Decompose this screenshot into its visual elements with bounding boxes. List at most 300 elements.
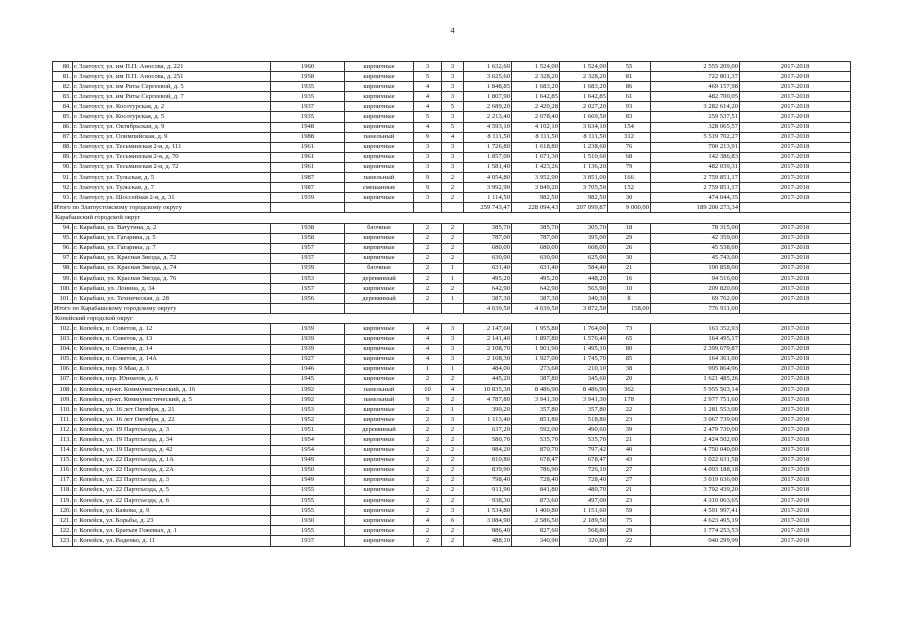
private-area-cell: 320,80 bbox=[560, 536, 608, 546]
empty-cell bbox=[414, 304, 442, 314]
address-cell: г. Копейск, п. Советов, д. 14 bbox=[73, 344, 271, 354]
cost-cell: 328 065,57 bbox=[651, 122, 740, 132]
page-number: 4 bbox=[450, 26, 455, 35]
cost-cell: 5 955 503,14 bbox=[651, 385, 740, 395]
total-label: Итого по Златоустовскому городскому округу bbox=[53, 203, 271, 213]
cost-cell: 1 774 253,53 bbox=[651, 526, 740, 536]
period-cell: 2017-2018 bbox=[740, 395, 851, 405]
period-cell: 2017-2018 bbox=[740, 415, 851, 425]
wall-material-cell: кирпичные bbox=[345, 243, 414, 253]
floors-cell: 3 bbox=[414, 162, 442, 172]
entrances-cell: 1 bbox=[442, 273, 464, 283]
address-cell: г. Копейск, ул. Бажова, д. 9 bbox=[73, 506, 271, 516]
cost-cell: 163 352,93 bbox=[651, 324, 740, 334]
residents-cell: 38 bbox=[608, 364, 651, 374]
residents-cell: 85 bbox=[608, 354, 651, 364]
period-cell: 2017-2018 bbox=[740, 233, 851, 243]
year-cell: 1954 bbox=[271, 445, 345, 455]
wall-material-cell: кирпичные bbox=[345, 516, 414, 526]
address-cell: г. Златоуст, ул. им Риты Сергеевой, д. 7 bbox=[73, 92, 271, 102]
private-area-cell: 608,00 bbox=[560, 243, 608, 253]
living-area-cell: 1 400,80 bbox=[512, 506, 560, 516]
row-number: 86. bbox=[53, 122, 73, 132]
living-area-cell: 3 952,90 bbox=[512, 173, 560, 183]
row-number: 80. bbox=[53, 62, 73, 72]
address-cell: г. Златоуст, ул. Косотурская, д. 5 bbox=[73, 112, 271, 122]
row-number: 105. bbox=[53, 354, 73, 364]
group-header: Копейский городской округ bbox=[53, 314, 851, 324]
row-number: 89. bbox=[53, 152, 73, 162]
floors-cell: 2 bbox=[414, 263, 442, 273]
residents-cell: 55 bbox=[608, 62, 651, 72]
cost-cell: 3 792 439,20 bbox=[651, 485, 740, 495]
empty-cell bbox=[740, 203, 851, 213]
living-area-cell: 273,60 bbox=[512, 364, 560, 374]
private-area-sum: 3 872,50 bbox=[560, 304, 608, 314]
total-area-cell: 911,90 bbox=[464, 485, 512, 495]
address-cell: г. Копейск, ул. 19 Партсъезда, д. 3 bbox=[73, 425, 271, 435]
wall-material-cell: панельный bbox=[345, 395, 414, 405]
floors-cell: 2 bbox=[414, 273, 442, 283]
row-number: 84. bbox=[53, 102, 73, 112]
living-area-cell: 2 420,28 bbox=[512, 102, 560, 112]
year-cell: 1937 bbox=[271, 253, 345, 263]
period-cell: 2017-2018 bbox=[740, 485, 851, 495]
address-cell: г. Златоуст, ул. Тесьминская 2-я, д. 111 bbox=[73, 142, 271, 152]
row-number: 95. bbox=[53, 233, 73, 243]
private-area-cell: 1 669,50 bbox=[560, 112, 608, 122]
row-number: 102. bbox=[53, 324, 73, 334]
period-cell: 2017-2018 bbox=[740, 112, 851, 122]
year-cell: 1992 bbox=[271, 395, 345, 405]
year-cell: 1939 bbox=[271, 263, 345, 273]
table-row bbox=[53, 485, 851, 495]
wall-material-cell: кирпичные bbox=[345, 475, 414, 485]
entrances-cell: 1 bbox=[442, 294, 464, 304]
wall-material-cell: кирпичные bbox=[345, 465, 414, 475]
cost-cell: 4 623 495,19 bbox=[651, 516, 740, 526]
group-header-row bbox=[53, 314, 851, 324]
living-area-cell: 787,00 bbox=[512, 233, 560, 243]
entrances-cell: 2 bbox=[442, 475, 464, 485]
table-row bbox=[53, 415, 851, 425]
wall-material-cell: кирпичные bbox=[345, 284, 414, 294]
wall-material-cell: кирпичные bbox=[345, 152, 414, 162]
year-cell: 1953 bbox=[271, 273, 345, 283]
period-cell: 2017-2018 bbox=[740, 253, 851, 263]
residents-cell: 40 bbox=[608, 445, 651, 455]
private-area-cell: 8 486,90 bbox=[560, 385, 608, 395]
living-area-cell: 870,70 bbox=[512, 445, 560, 455]
table-row bbox=[53, 72, 851, 82]
period-cell: 2017-2018 bbox=[740, 82, 851, 92]
living-area-cell: 495,20 bbox=[512, 273, 560, 283]
row-number: 117. bbox=[53, 475, 73, 485]
row-number: 87. bbox=[53, 132, 73, 142]
floors-cell: 3 bbox=[414, 152, 442, 162]
floors-cell: 4 bbox=[414, 324, 442, 334]
address-cell: г. Копейск, ул. 22 Партсъезда, д. 6 bbox=[73, 496, 271, 506]
period-cell: 2017-2018 bbox=[740, 364, 851, 374]
wall-material-cell: кирпичные bbox=[345, 364, 414, 374]
table-row bbox=[53, 516, 851, 526]
floors-cell: 2 bbox=[414, 233, 442, 243]
residents-cell: 178 bbox=[608, 395, 651, 405]
entrances-cell: 2 bbox=[442, 233, 464, 243]
cost-cell: 2 977 751,60 bbox=[651, 395, 740, 405]
address-cell: г. Златоуст, ул. им П.П. Аносова, д. 221 bbox=[73, 62, 271, 72]
private-area-cell: 678,47 bbox=[560, 455, 608, 465]
table-row bbox=[53, 405, 851, 415]
total-area-cell: 3 084,90 bbox=[464, 516, 512, 526]
total-row bbox=[53, 203, 851, 213]
floors-cell: 4 bbox=[414, 354, 442, 364]
private-area-cell: 565,90 bbox=[560, 284, 608, 294]
row-number: 93. bbox=[53, 193, 73, 203]
living-area-cell: 1 618,80 bbox=[512, 142, 560, 152]
private-area-cell: 3 634,10 bbox=[560, 122, 608, 132]
living-area-cell: 592,00 bbox=[512, 425, 560, 435]
year-cell: 1938 bbox=[271, 223, 345, 233]
table-row bbox=[53, 395, 851, 405]
total-label: Итого по Карабашскому городскому округу bbox=[53, 304, 271, 314]
residents-cell: 152 bbox=[608, 183, 651, 193]
table-row bbox=[53, 183, 851, 193]
empty-cell bbox=[442, 203, 464, 213]
living-area-cell: 340,90 bbox=[512, 536, 560, 546]
floors-cell: 2 bbox=[414, 415, 442, 425]
table-row bbox=[53, 435, 851, 445]
private-area-cell: 497,00 bbox=[560, 496, 608, 506]
total-area-cell: 1 807,90 bbox=[464, 92, 512, 102]
total-area-cell: 2 689,20 bbox=[464, 102, 512, 112]
address-cell: г. Копейск, пр-кт. Коммунистический, д. 5 bbox=[73, 395, 271, 405]
table-row bbox=[53, 284, 851, 294]
living-area-cell: 387,30 bbox=[512, 294, 560, 304]
row-number: 123. bbox=[53, 536, 73, 546]
cost-sum: 189 200 273,34 bbox=[651, 203, 740, 213]
table-row bbox=[53, 294, 851, 304]
address-cell: г. Копейск, ул. 16 лет Октября, д. 22 bbox=[73, 415, 271, 425]
cost-cell: 164 361,00 bbox=[651, 354, 740, 364]
total-area-cell: 798,40 bbox=[464, 475, 512, 485]
residents-cell: 154 bbox=[608, 122, 651, 132]
total-area-cell: 1 848,85 bbox=[464, 82, 512, 92]
cost-cell: 3 067 739,00 bbox=[651, 415, 740, 425]
entrances-cell: 2 bbox=[442, 485, 464, 495]
cost-cell: 2 759 851,17 bbox=[651, 173, 740, 183]
total-area-cell: 1 857,00 bbox=[464, 152, 512, 162]
period-cell: 2017-2018 bbox=[740, 62, 851, 72]
wall-material-cell: кирпичные bbox=[345, 445, 414, 455]
wall-material-cell: кирпичные bbox=[345, 162, 414, 172]
cost-cell: 700 213,91 bbox=[651, 142, 740, 152]
cost-sum: 776 911,00 bbox=[651, 304, 740, 314]
total-area-cell: 1 581,40 bbox=[464, 162, 512, 172]
residents-cell: 73 bbox=[608, 324, 651, 334]
wall-material-cell: кирпичные bbox=[345, 496, 414, 506]
period-cell: 2017-2018 bbox=[740, 263, 851, 273]
floors-cell: 10 bbox=[414, 385, 442, 395]
entrances-cell: 2 bbox=[442, 374, 464, 384]
year-cell: 1987 bbox=[271, 183, 345, 193]
year-cell: 1952 bbox=[271, 415, 345, 425]
residents-cell: 23 bbox=[608, 496, 651, 506]
period-cell: 2017-2018 bbox=[740, 173, 851, 183]
entrances-cell: 5 bbox=[442, 122, 464, 132]
floors-cell: 4 bbox=[414, 82, 442, 92]
living-area-cell: 535,70 bbox=[512, 435, 560, 445]
table-row bbox=[53, 223, 851, 233]
living-area-cell: 1 955,80 bbox=[512, 324, 560, 334]
residents-cell: 81 bbox=[608, 72, 651, 82]
period-cell: 2017-2018 bbox=[740, 162, 851, 172]
residents-cell: 27 bbox=[608, 475, 651, 485]
living-area-cell: 3 849,20 bbox=[512, 183, 560, 193]
total-area-cell: 4 593,10 bbox=[464, 122, 512, 132]
row-number: 91. bbox=[53, 173, 73, 183]
period-cell: 2017-2018 bbox=[740, 294, 851, 304]
year-cell: 1949 bbox=[271, 455, 345, 465]
address-cell: г. Златоуст, ул. Тульская, д. 7 bbox=[73, 183, 271, 193]
address-cell: г. Златоуст, ул. Октябрьская, д. 9 bbox=[73, 122, 271, 132]
residents-cell: 43 bbox=[608, 455, 651, 465]
wall-material-cell: кирпичные bbox=[345, 415, 414, 425]
entrances-cell: 3 bbox=[442, 92, 464, 102]
row-number: 114. bbox=[53, 445, 73, 455]
living-area-cell: 4 102,10 bbox=[512, 122, 560, 132]
table-row bbox=[53, 92, 851, 102]
address-cell: г. Златоуст, ул. Шоссейная 2-я, д. 31 bbox=[73, 193, 271, 203]
year-cell: 1935 bbox=[271, 92, 345, 102]
address-cell: г. Копейск, п. Советов, д. 12 bbox=[73, 324, 271, 334]
wall-material-cell: кирпичные bbox=[345, 354, 414, 364]
residents-cell: 65 bbox=[608, 334, 651, 344]
floors-cell: 2 bbox=[414, 405, 442, 415]
residents-cell: 79 bbox=[608, 162, 651, 172]
entrances-cell: 2 bbox=[442, 536, 464, 546]
period-cell: 2017-2018 bbox=[740, 475, 851, 485]
year-cell: 1939 bbox=[271, 334, 345, 344]
floors-cell: 9 bbox=[414, 395, 442, 405]
year-cell: 1935 bbox=[271, 82, 345, 92]
address-cell: г. Копейск, ул. 22 Партсъезда, д. 1А bbox=[73, 455, 271, 465]
total-area-cell: 680,00 bbox=[464, 243, 512, 253]
floors-cell: 4 bbox=[414, 92, 442, 102]
private-area-cell: 305,70 bbox=[560, 223, 608, 233]
table-row bbox=[53, 193, 851, 203]
cost-cell: 259 537,51 bbox=[651, 112, 740, 122]
total-area-cell: 495,20 bbox=[464, 273, 512, 283]
wall-material-cell: панельный bbox=[345, 132, 414, 142]
private-area-cell: 726,10 bbox=[560, 465, 608, 475]
entrances-cell: 1 bbox=[442, 263, 464, 273]
living-area-sum: 4 639,50 bbox=[512, 304, 560, 314]
private-area-cell: 3 941,30 bbox=[560, 395, 608, 405]
total-area-cell: 810,80 bbox=[464, 455, 512, 465]
floors-cell: 2 bbox=[414, 223, 442, 233]
entrances-cell: 1 bbox=[442, 405, 464, 415]
cost-cell: 190 858,00 bbox=[651, 263, 740, 273]
wall-material-cell: кирпичные bbox=[345, 233, 414, 243]
residents-sum: 158,00 bbox=[608, 304, 651, 314]
floors-cell: 2 bbox=[414, 475, 442, 485]
table-row bbox=[53, 132, 851, 142]
year-cell: 1954 bbox=[271, 435, 345, 445]
total-area-cell: 1 113,40 bbox=[464, 415, 512, 425]
residents-cell: 30 bbox=[608, 253, 651, 263]
private-area-cell: 3 705,50 bbox=[560, 183, 608, 193]
year-cell: 1988 bbox=[271, 132, 345, 142]
residents-cell: 29 bbox=[608, 526, 651, 536]
table-row bbox=[53, 273, 851, 283]
table-row bbox=[53, 536, 851, 546]
year-cell: 1937 bbox=[271, 536, 345, 546]
table-row bbox=[53, 243, 851, 253]
private-area-cell: 2 189,50 bbox=[560, 516, 608, 526]
address-cell: г. Копейск, ул. 19 Партсъезда, д. 34 bbox=[73, 435, 271, 445]
row-number: 90. bbox=[53, 162, 73, 172]
year-cell: 1958 bbox=[271, 72, 345, 82]
private-area-cell: 1 576,40 bbox=[560, 334, 608, 344]
entrances-cell: 3 bbox=[442, 112, 464, 122]
table-row bbox=[53, 334, 851, 344]
private-area-cell: 2 027,20 bbox=[560, 102, 608, 112]
total-area-cell: 3 625,60 bbox=[464, 72, 512, 82]
row-number: 108. bbox=[53, 385, 73, 395]
private-area-cell: 395,00 bbox=[560, 233, 608, 243]
address-cell: г. Копейск, п. Советов, д. 13 bbox=[73, 334, 271, 344]
wall-material-cell: панельный bbox=[345, 385, 414, 395]
year-cell: 1939 bbox=[271, 344, 345, 354]
private-area-cell: 728,40 bbox=[560, 475, 608, 485]
total-area-cell: 3 992,90 bbox=[464, 183, 512, 193]
total-area-cell: 938,30 bbox=[464, 496, 512, 506]
wall-material-cell: смешанные bbox=[345, 183, 414, 193]
living-area-cell: 1 671,30 bbox=[512, 152, 560, 162]
residents-cell: 22 bbox=[608, 536, 651, 546]
row-number: 110. bbox=[53, 405, 73, 415]
row-number: 111. bbox=[53, 415, 73, 425]
row-number: 92. bbox=[53, 183, 73, 193]
living-area-cell: 2 328,20 bbox=[512, 72, 560, 82]
wall-material-cell: кирпичные bbox=[345, 536, 414, 546]
address-cell: г. Копейск, пер. Юннатов, д. 6 bbox=[73, 374, 271, 384]
residents-cell: 39 bbox=[608, 425, 651, 435]
cost-cell: 3 019 636,00 bbox=[651, 475, 740, 485]
residents-cell: 18 bbox=[608, 223, 651, 233]
floors-cell: 2 bbox=[414, 253, 442, 263]
row-number: 106. bbox=[53, 364, 73, 374]
row-number: 97. bbox=[53, 253, 73, 263]
private-area-cell: 535,70 bbox=[560, 435, 608, 445]
year-cell: 1950 bbox=[271, 465, 345, 475]
table-row bbox=[53, 465, 851, 475]
living-area-cell: 1 423,26 bbox=[512, 162, 560, 172]
row-number: 116. bbox=[53, 465, 73, 475]
residents-cell: 21 bbox=[608, 485, 651, 495]
period-cell: 2017-2018 bbox=[740, 243, 851, 253]
period-cell: 2017-2018 bbox=[740, 72, 851, 82]
living-area-cell: 387,80 bbox=[512, 374, 560, 384]
table-row bbox=[53, 263, 851, 273]
private-area-cell: 1 495,10 bbox=[560, 344, 608, 354]
cost-cell: 482 039,31 bbox=[651, 162, 740, 172]
private-area-cell: 8 111,50 bbox=[560, 132, 608, 142]
cost-cell: 2 424 502,00 bbox=[651, 435, 740, 445]
row-number: 101. bbox=[53, 294, 73, 304]
period-cell: 2017-2018 bbox=[740, 465, 851, 475]
living-area-cell: 8 111,50 bbox=[512, 132, 560, 142]
living-area-cell: 3 941,30 bbox=[512, 395, 560, 405]
total-area-cell: 1 726,80 bbox=[464, 142, 512, 152]
living-area-cell: 841,80 bbox=[512, 485, 560, 495]
wall-material-cell: кирпичные bbox=[345, 72, 414, 82]
living-area-cell: 1 897,80 bbox=[512, 334, 560, 344]
table-row bbox=[53, 526, 851, 536]
row-number: 99. bbox=[53, 273, 73, 283]
residents-cell: 21 bbox=[608, 263, 651, 273]
year-cell: 1955 bbox=[271, 506, 345, 516]
total-area-cell: 4 054,80 bbox=[464, 173, 512, 183]
floors-cell: 3 bbox=[414, 193, 442, 203]
wall-material-cell: кирпичные bbox=[345, 82, 414, 92]
period-cell: 2017-2018 bbox=[740, 506, 851, 516]
living-area-cell: 630,00 bbox=[512, 253, 560, 263]
table-row bbox=[53, 112, 851, 122]
row-number: 82. bbox=[53, 82, 73, 92]
period-cell: 2017-2018 bbox=[740, 122, 851, 132]
year-cell: 1939 bbox=[271, 324, 345, 334]
residents-cell: 29 bbox=[608, 233, 651, 243]
residents-cell: 8 bbox=[608, 294, 651, 304]
floors-cell: 2 bbox=[414, 294, 442, 304]
living-area-cell: 2 078,40 bbox=[512, 112, 560, 122]
table-row bbox=[53, 385, 851, 395]
empty-cell bbox=[271, 203, 345, 213]
total-area-cell: 1 534,80 bbox=[464, 506, 512, 516]
wall-material-cell: кирпичные bbox=[345, 324, 414, 334]
floors-cell: 2 bbox=[414, 465, 442, 475]
table-row bbox=[53, 122, 851, 132]
floors-cell: 2 bbox=[414, 455, 442, 465]
total-area-sum: 4 639,50 bbox=[464, 304, 512, 314]
year-cell: 1951 bbox=[271, 425, 345, 435]
period-cell: 2017-2018 bbox=[740, 142, 851, 152]
residents-cell: 10 bbox=[608, 284, 651, 294]
residents-cell: 23 bbox=[608, 415, 651, 425]
year-cell: 1955 bbox=[271, 496, 345, 506]
total-area-cell: 984,20 bbox=[464, 445, 512, 455]
address-cell: г. Златоуст, ул. Олимпийская, д. 9 bbox=[73, 132, 271, 142]
housing-register-table bbox=[52, 61, 851, 547]
entrances-cell: 2 bbox=[442, 465, 464, 475]
table-row bbox=[53, 233, 851, 243]
year-cell: 1927 bbox=[271, 354, 345, 364]
address-cell: г. Копейск, п. Советов, д. 14А bbox=[73, 354, 271, 364]
total-area-cell: 390,20 bbox=[464, 405, 512, 415]
total-area-cell: 886,40 bbox=[464, 526, 512, 536]
cost-cell: 3 282 614,20 bbox=[651, 102, 740, 112]
floors-cell: 2 bbox=[414, 435, 442, 445]
year-cell: 1945 bbox=[271, 374, 345, 384]
period-cell: 2017-2018 bbox=[740, 344, 851, 354]
total-area-cell: 488,10 bbox=[464, 536, 512, 546]
entrances-cell: 3 bbox=[442, 334, 464, 344]
row-number: 81. bbox=[53, 72, 73, 82]
table-row bbox=[53, 82, 851, 92]
address-cell: г. Златоуст, ул. Тульская, д. 5 bbox=[73, 173, 271, 183]
